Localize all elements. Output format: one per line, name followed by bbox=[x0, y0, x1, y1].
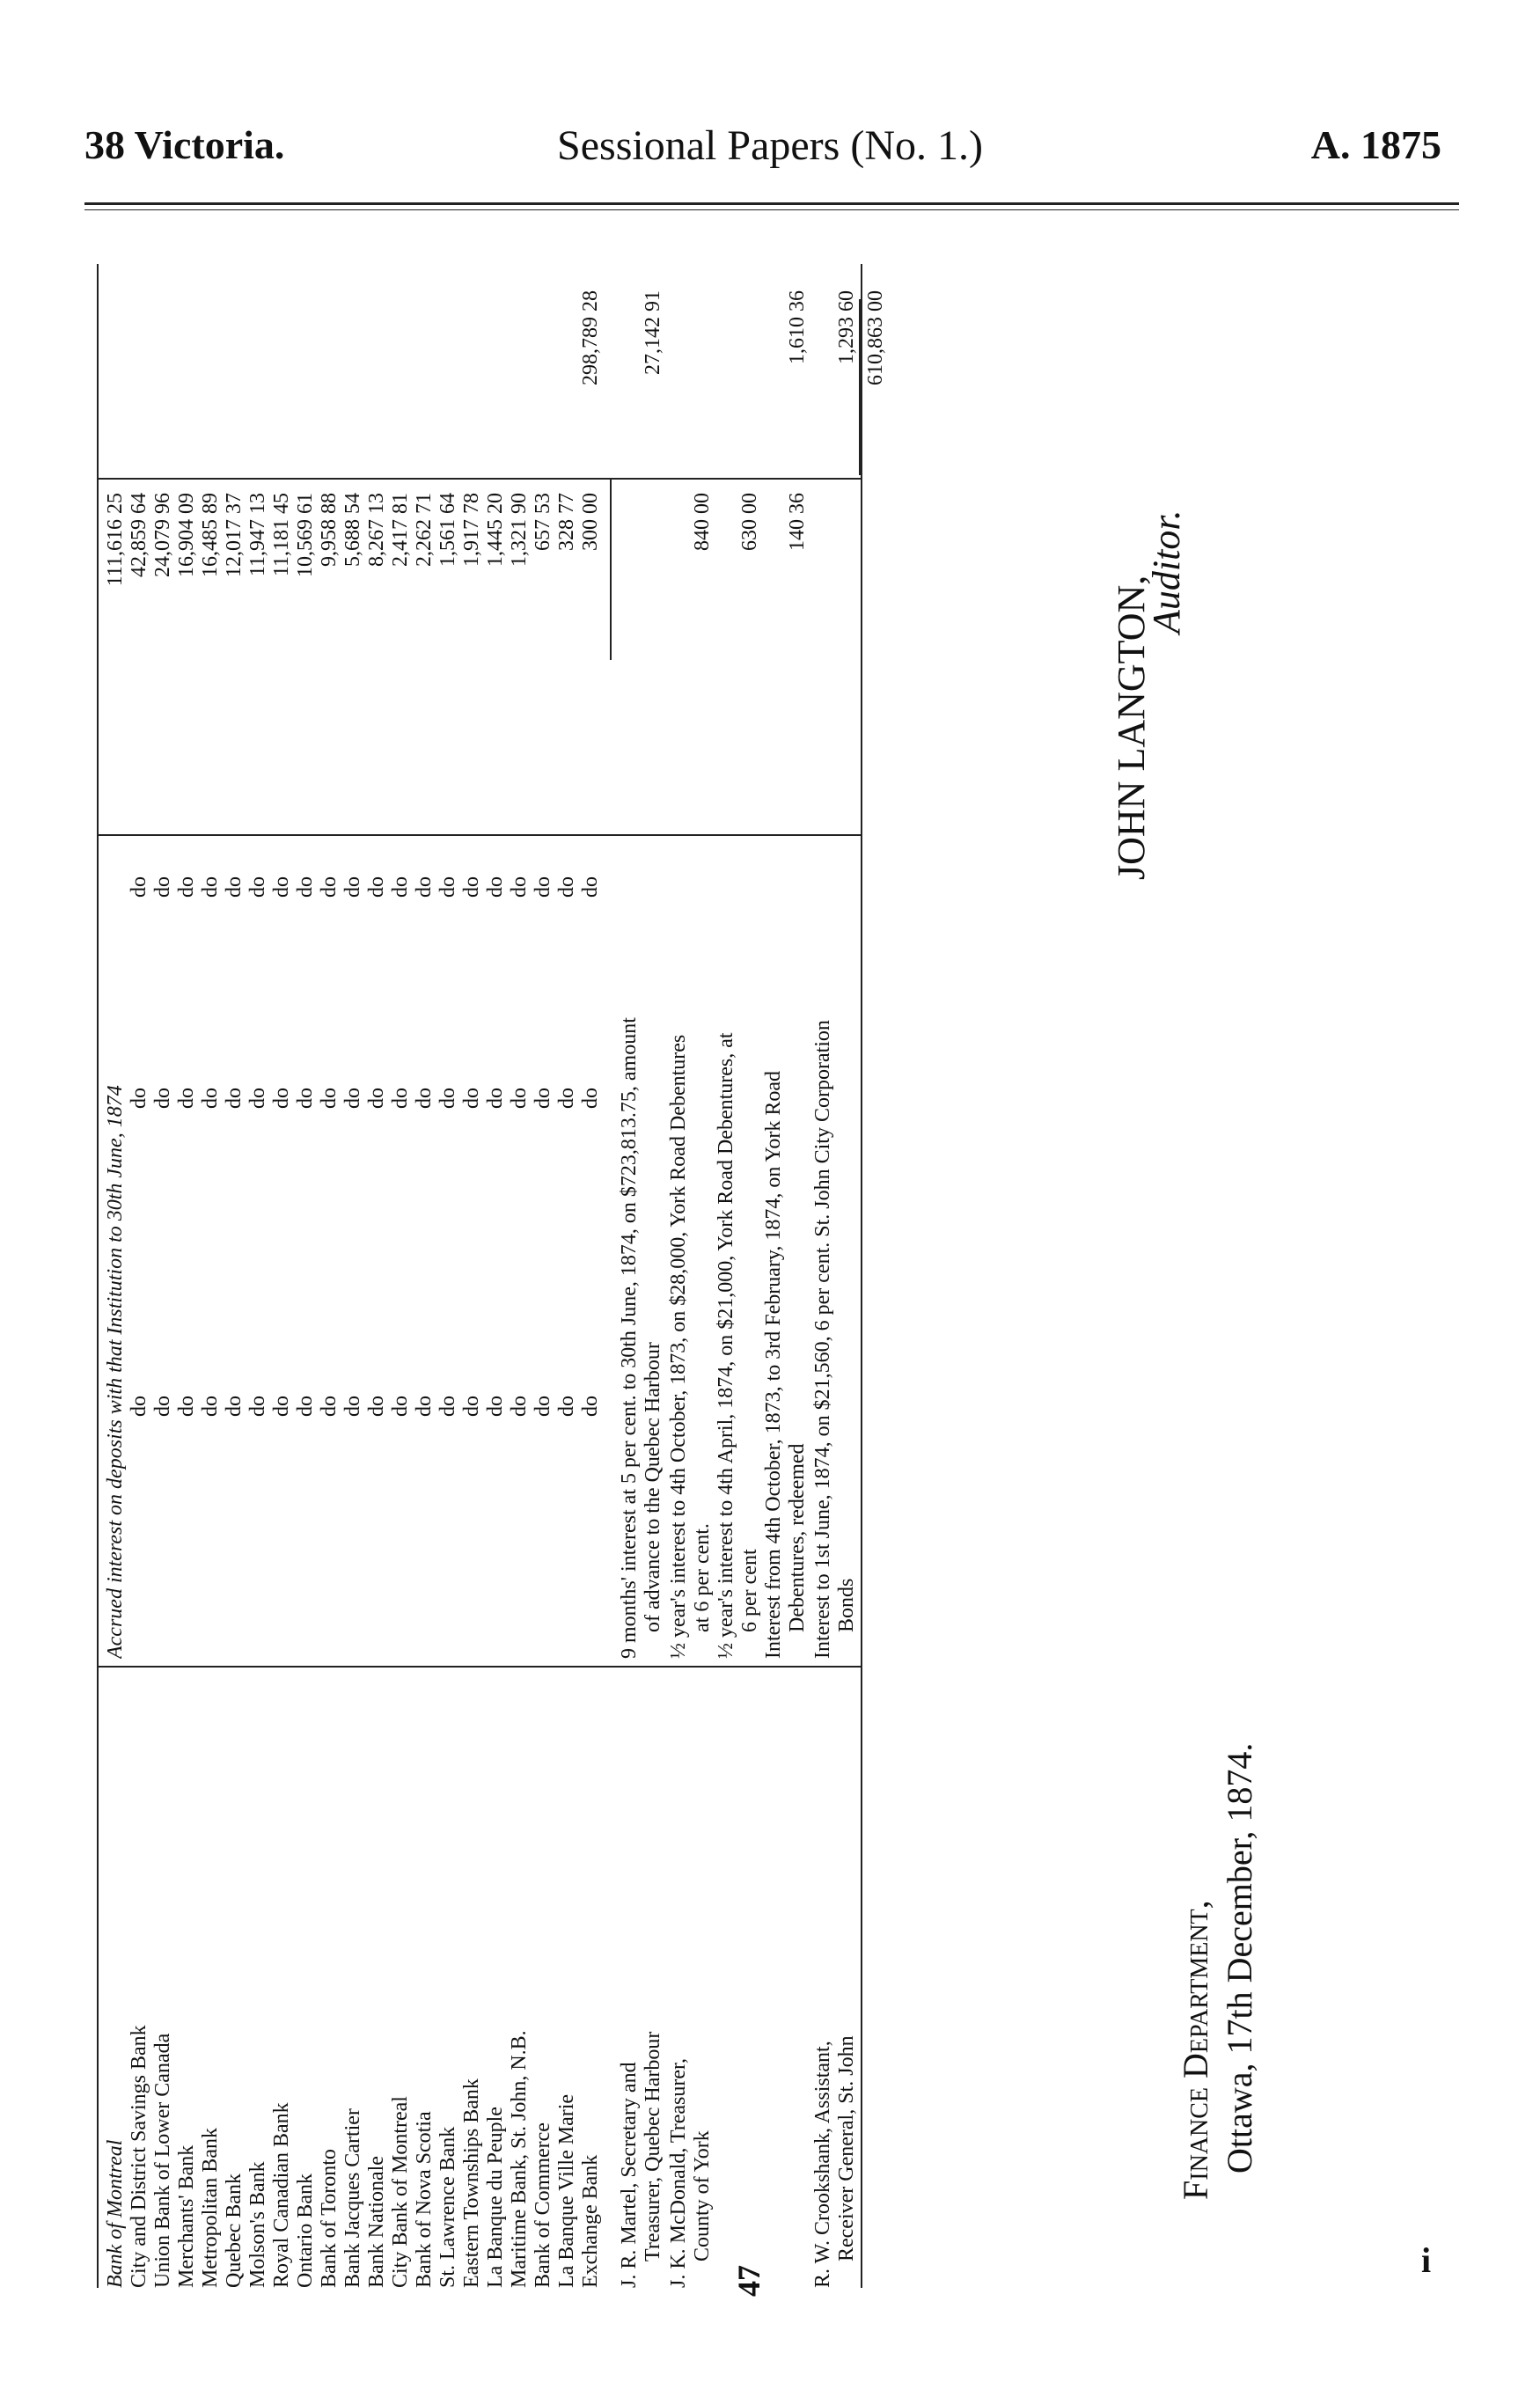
payer-name: R. W. Crookshank, Assistant, bbox=[811, 2041, 834, 2288]
table-row-mcdonald-3 bbox=[762, 231, 786, 2288]
row-description-do: do bbox=[532, 1088, 554, 1109]
row-description: do bbox=[199, 1396, 222, 1417]
row-description: do bbox=[246, 1396, 269, 1417]
table-row bbox=[532, 231, 555, 2288]
payer-name-cont: Receiver General, St. John bbox=[835, 2035, 858, 2261]
row-amount: 840 00 bbox=[691, 493, 714, 551]
table-row bbox=[460, 231, 484, 2288]
row-amount: 5,688 54 bbox=[341, 493, 364, 567]
row-description: do bbox=[389, 1396, 412, 1417]
row-amount: 140 36 bbox=[786, 493, 809, 551]
row-description: ½ year's interest to 4th April, 1874, on $21,000, York Road Debentures, at bbox=[715, 1032, 737, 1659]
row-amount: 11,181 45 bbox=[270, 493, 293, 577]
table-row-mcdonald-2-cont bbox=[738, 231, 762, 2288]
row-amount: 111,616 25 bbox=[104, 493, 127, 587]
row-description-cont: at 6 per cent. bbox=[691, 1523, 714, 1632]
table-row bbox=[484, 231, 508, 2288]
row-description-do: do bbox=[341, 876, 364, 898]
row-description-do: do bbox=[175, 1088, 198, 1109]
row-description-do: do bbox=[389, 876, 412, 898]
header-year: A. 1875 bbox=[1310, 122, 1441, 167]
table-row bbox=[270, 231, 294, 2288]
table-row bbox=[223, 231, 246, 2288]
row-amount: 1,917 78 bbox=[460, 493, 483, 567]
rotated-table-area bbox=[97, 231, 887, 2288]
row-description: do bbox=[223, 1396, 246, 1417]
table-top-rule bbox=[97, 264, 99, 2288]
row-description-do: do bbox=[484, 1088, 507, 1109]
bank-name: Union Bank of Lower Canada bbox=[151, 2033, 174, 2288]
table-row bbox=[413, 231, 436, 2288]
row-description-do: do bbox=[175, 876, 198, 898]
row-description-do: do bbox=[508, 876, 531, 898]
table-row-martel bbox=[618, 231, 642, 2288]
row-amount: 16,485 89 bbox=[199, 493, 222, 577]
table-row bbox=[294, 231, 318, 2288]
header-rule-thin bbox=[84, 209, 1459, 210]
row-amount: 11,947 13 bbox=[246, 493, 269, 577]
row-description: do bbox=[175, 1396, 198, 1417]
row-description-do: do bbox=[413, 876, 436, 898]
row-description-do: do bbox=[246, 1088, 269, 1109]
bank-name: Metropolitan Bank bbox=[199, 2128, 222, 2288]
row-description-do: do bbox=[199, 876, 222, 898]
row-description-do: do bbox=[151, 876, 174, 898]
row-description: do bbox=[413, 1396, 436, 1417]
row-amount: 1,445 20 bbox=[484, 493, 507, 567]
row-description-do: do bbox=[365, 1088, 388, 1109]
table-row-mcdonald-cont bbox=[691, 231, 715, 2288]
row-description: do bbox=[436, 1396, 459, 1417]
row-amount: 657 53 bbox=[532, 493, 554, 551]
table-row bbox=[579, 231, 603, 2288]
row-description-do: do bbox=[223, 1088, 246, 1109]
row-amount: 1,561 64 bbox=[436, 493, 459, 567]
row-description: do bbox=[508, 1396, 531, 1417]
page-number: i bbox=[1421, 2240, 1432, 2280]
table-row-grand-total bbox=[864, 231, 888, 2288]
row-description-do: do bbox=[436, 1088, 459, 1109]
auditor-name: JOHN LANGTON, bbox=[1110, 575, 1153, 880]
department-name: Finance Department, bbox=[1176, 1900, 1215, 2200]
row-description-do: do bbox=[128, 876, 150, 898]
row-description-do: do bbox=[460, 876, 483, 898]
row-total: 27,142 91 bbox=[642, 290, 664, 375]
row-description-do: do bbox=[460, 1088, 483, 1109]
row-description-cont: of advance to the Quebec Harbour bbox=[642, 1342, 664, 1632]
bank-name: Molson's Bank bbox=[246, 2161, 269, 2288]
row-description-do: do bbox=[555, 1088, 578, 1109]
row-description: do bbox=[341, 1396, 364, 1417]
table-row bbox=[365, 231, 389, 2288]
row-description-do: do bbox=[579, 1088, 602, 1109]
table-row bbox=[151, 231, 175, 2288]
bank-name: Maritime Bank, St. John, N.B. bbox=[508, 2030, 531, 2288]
payer-name: J. R. Martel, Secretary and bbox=[618, 2062, 641, 2288]
bank-name: Bank of Commerce bbox=[532, 2122, 554, 2288]
row-description-do: do bbox=[128, 1088, 150, 1109]
row-description: do bbox=[365, 1396, 388, 1417]
row-description: do bbox=[318, 1396, 341, 1417]
bank-name: Bank of Toronto bbox=[318, 2149, 341, 2288]
table-row bbox=[128, 231, 151, 2288]
row-description-do: do bbox=[318, 876, 341, 898]
bank-name: Royal Canadian Bank bbox=[270, 2102, 293, 2288]
table-row-crookshank bbox=[811, 231, 835, 2288]
row-description: do bbox=[128, 1396, 150, 1417]
row-description: Interest from 4th October, 1873, to 3rd February, 1874, on York Road bbox=[762, 1070, 785, 1659]
table-row bbox=[199, 231, 223, 2288]
row-description-do: do bbox=[413, 1088, 436, 1109]
row-amount: 16,904 09 bbox=[175, 493, 198, 577]
row-amount: 630 00 bbox=[738, 493, 761, 551]
row-description-do: do bbox=[246, 876, 269, 898]
row-description: do bbox=[294, 1396, 317, 1417]
table-row-martel-cont bbox=[642, 231, 665, 2288]
bank-name: La Banque du Peuple bbox=[484, 2107, 507, 2288]
row-description-do: do bbox=[341, 1088, 364, 1109]
table-row-mcdonald bbox=[667, 231, 691, 2288]
row-amount: 2,417 81 bbox=[389, 493, 412, 567]
grand-total: 610,863 00 bbox=[864, 290, 887, 385]
table-row bbox=[508, 231, 532, 2288]
bank-name: Quebec Bank bbox=[223, 2173, 246, 2288]
table-row-mcdonald-3-cont bbox=[786, 231, 810, 2288]
row-description-cont: 6 per cent bbox=[738, 1549, 761, 1632]
row-description-do: do bbox=[508, 1088, 531, 1109]
row-description-do: do bbox=[532, 876, 554, 898]
row-description-do: do bbox=[579, 876, 602, 898]
row-amount: 9,958 88 bbox=[318, 493, 341, 567]
payer-name-cont: Treasurer, Quebec Harbour bbox=[642, 2031, 664, 2261]
table-row-mcdonald-2 bbox=[715, 231, 738, 2288]
folio-number: 47 bbox=[731, 2265, 766, 2297]
row-amount: 8,267 13 bbox=[365, 493, 388, 567]
header-session: 38 Victoria. bbox=[84, 122, 285, 167]
row-description-do: do bbox=[294, 876, 317, 898]
bank-name: Bank Jacques Cartier bbox=[341, 2108, 364, 2288]
row-description: ½ year's interest to 4th October, 1873, on $28,000, York Road Debentures bbox=[667, 1034, 690, 1659]
row-description-do: do bbox=[484, 876, 507, 898]
table-row bbox=[175, 231, 199, 2288]
row-description-do: do bbox=[365, 876, 388, 898]
row-description: do bbox=[579, 1396, 602, 1417]
bank-name: Exchange Bank bbox=[579, 2154, 602, 2288]
row-amount: 10,569 61 bbox=[294, 493, 317, 577]
row-description-do: do bbox=[270, 1088, 293, 1109]
auditor-title: Auditor. bbox=[1145, 509, 1188, 634]
row-amount: 12,017 37 bbox=[223, 493, 246, 577]
bank-name: Merchants' Bank bbox=[175, 2144, 198, 2288]
row-description-do: do bbox=[318, 1088, 341, 1109]
row-description-do: do bbox=[436, 876, 459, 898]
header-title: Sessional Papers (No. 1.) bbox=[557, 122, 983, 169]
row-description-do: do bbox=[270, 876, 293, 898]
row-amount: 1,321 90 bbox=[508, 493, 531, 567]
row-description: do bbox=[151, 1396, 174, 1417]
header-rule bbox=[84, 202, 1459, 205]
bank-name: Eastern Townships Bank bbox=[460, 2078, 483, 2288]
subtotal-rule-banks bbox=[610, 480, 612, 660]
row-description: do bbox=[532, 1396, 554, 1417]
row-description-do: do bbox=[223, 876, 246, 898]
table-row bbox=[436, 231, 460, 2288]
department-date: Ottawa, 17th December, 1874. bbox=[1220, 1742, 1259, 2173]
payer-name: J. K. McDonald, Treasurer, bbox=[667, 2057, 690, 2288]
bank-name: Bank Nationale bbox=[365, 2156, 388, 2288]
row-total: 1,293 60 bbox=[835, 290, 858, 364]
table-bottom-rule bbox=[861, 264, 862, 2288]
row-description: Accrued interest on deposits with that Institution to 30th June, 1874 bbox=[104, 1085, 127, 1659]
bank-name: City and District Savings Bank bbox=[128, 2025, 150, 2288]
row-total: 298,789 28 bbox=[579, 290, 602, 385]
row-description: do bbox=[270, 1396, 293, 1417]
row-description: 9 months' interest at 5 per cent. to 30th June, 1874, on $723,813.75, amount bbox=[618, 1017, 641, 1659]
table-row-crookshank-cont bbox=[835, 231, 859, 2288]
row-description-do: do bbox=[555, 876, 578, 898]
row-description: do bbox=[460, 1396, 483, 1417]
row-description-do: do bbox=[294, 1088, 317, 1109]
row-amount: 328 77 bbox=[555, 493, 578, 551]
bank-name: Bank of Montreal bbox=[104, 2139, 127, 2288]
bank-name: Ontario Bank bbox=[294, 2173, 317, 2288]
bank-name: St. Lawrence Bank bbox=[436, 2126, 459, 2288]
table-row bbox=[318, 231, 341, 2288]
table-row bbox=[104, 231, 128, 2288]
row-amount: 2,262 71 bbox=[413, 493, 436, 567]
row-description-cont: Bonds bbox=[835, 1578, 858, 1632]
row-description-do: do bbox=[389, 1088, 412, 1109]
row-amount: 300 00 bbox=[579, 493, 602, 551]
row-description-do: do bbox=[199, 1088, 222, 1109]
row-total: 1,610 36 bbox=[786, 290, 809, 364]
row-amount: 42,859 64 bbox=[128, 493, 150, 577]
table-row bbox=[555, 231, 579, 2288]
payer-name-cont: County of York bbox=[691, 2130, 714, 2261]
bank-name: City Bank of Montreal bbox=[389, 2096, 412, 2288]
row-description: do bbox=[484, 1396, 507, 1417]
table-row bbox=[341, 231, 365, 2288]
row-description: Interest to 1st June, 1874, on $21,560, 6 per cent. St. John City Corporation bbox=[811, 1020, 834, 1659]
row-description-do: do bbox=[151, 1088, 174, 1109]
table-row bbox=[389, 231, 413, 2288]
row-amount: 24,079 96 bbox=[151, 493, 174, 577]
table-row bbox=[246, 231, 270, 2288]
grand-total-rule bbox=[859, 299, 861, 475]
row-description: do bbox=[555, 1396, 578, 1417]
row-description-cont: Debentures, redeemed bbox=[786, 1443, 809, 1632]
bank-name: Bank of Nova Scotia bbox=[413, 2111, 436, 2288]
bank-name: La Banque Ville Marie bbox=[555, 2093, 578, 2288]
